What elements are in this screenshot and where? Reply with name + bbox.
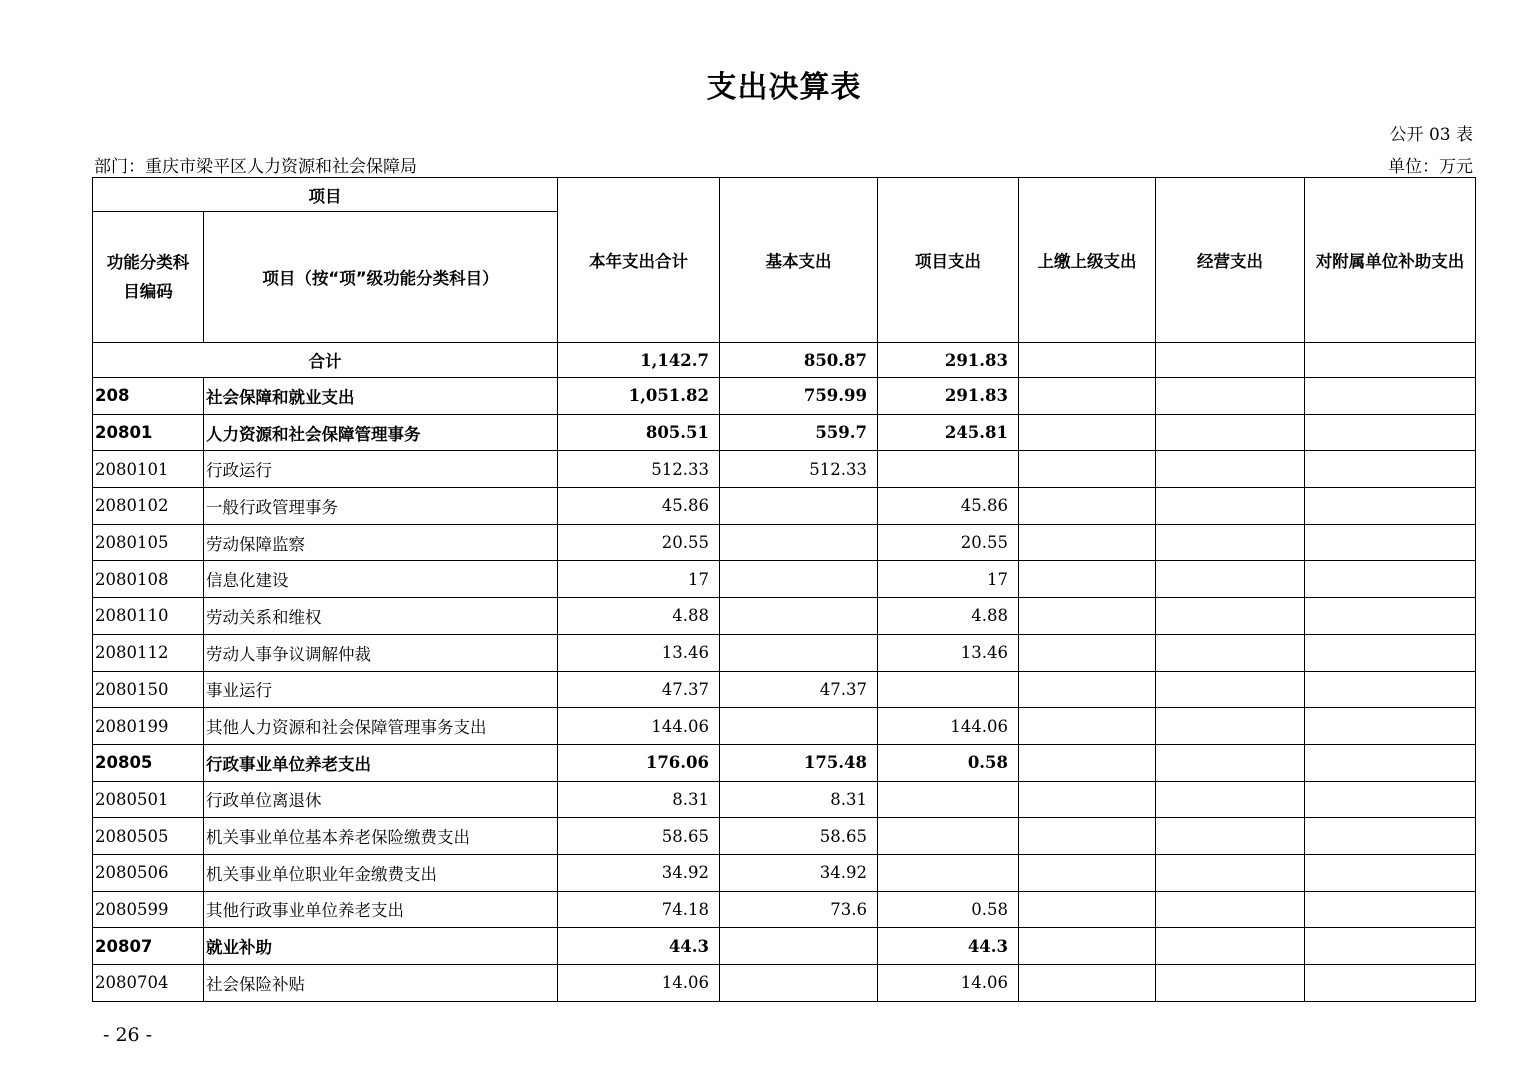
row-value: 759.99	[720, 378, 878, 415]
row-value	[1156, 708, 1305, 745]
row-value	[1305, 928, 1476, 965]
row-name: 社会保险补贴	[204, 965, 558, 1002]
row-name: 行政运行	[204, 451, 558, 488]
row-name: 行政事业单位养老支出	[204, 744, 558, 781]
header-code: 功能分类科目编码	[93, 212, 204, 343]
row-value	[1156, 671, 1305, 708]
row-code: 2080108	[93, 561, 204, 598]
row-value: 245.81	[878, 414, 1019, 451]
row-value: 4.88	[558, 598, 720, 635]
row-value: 14.06	[878, 965, 1019, 1002]
row-code: 2080110	[93, 598, 204, 635]
row-value: 44.3	[558, 928, 720, 965]
row-value	[1019, 414, 1156, 451]
row-value	[1019, 488, 1156, 525]
row-value	[1156, 634, 1305, 671]
row-value	[878, 781, 1019, 818]
row-value	[1019, 634, 1156, 671]
row-value	[1305, 634, 1476, 671]
row-value	[720, 598, 878, 635]
row-value	[720, 708, 878, 745]
row-value: 176.06	[558, 744, 720, 781]
row-value	[1156, 891, 1305, 928]
row-value: 13.46	[878, 634, 1019, 671]
row-value	[1305, 488, 1476, 525]
row-code: 2080112	[93, 634, 204, 671]
row-value	[1019, 891, 1156, 928]
department-label: 部门：重庆市梁平区人力资源和社会保障局	[94, 157, 417, 177]
row-name: 劳动关系和维权	[204, 598, 558, 635]
row-value: 144.06	[558, 708, 720, 745]
row-value	[1305, 451, 1476, 488]
row-value	[1156, 451, 1305, 488]
row-value	[1305, 965, 1476, 1002]
row-value	[1156, 488, 1305, 525]
row-code: 2080199	[93, 708, 204, 745]
row-value	[1305, 524, 1476, 561]
row-value	[1156, 414, 1305, 451]
row-value: 1,051.82	[558, 378, 720, 415]
total-row	[93, 343, 1476, 378]
total-value: 291.83	[878, 343, 1019, 378]
row-code: 2080102	[93, 488, 204, 525]
row-value	[1305, 378, 1476, 415]
row-value: 47.37	[720, 671, 878, 708]
table-row	[93, 524, 1476, 561]
total-value	[1156, 343, 1305, 378]
row-value	[1019, 671, 1156, 708]
header-col-total: 本年支出合计	[558, 178, 720, 343]
table-row	[93, 928, 1476, 965]
total-value: 850.87	[720, 343, 878, 378]
row-value: 47.37	[558, 671, 720, 708]
table-row	[93, 378, 1476, 415]
row-value	[878, 451, 1019, 488]
row-code: 2080501	[93, 781, 204, 818]
row-value	[1019, 928, 1156, 965]
row-name: 社会保障和就业支出	[204, 378, 558, 415]
row-name: 机关事业单位职业年金缴费支出	[204, 854, 558, 891]
row-value: 0.58	[878, 744, 1019, 781]
row-value: 8.31	[720, 781, 878, 818]
table-row	[93, 488, 1476, 525]
table-row	[93, 414, 1476, 451]
row-code: 208	[93, 378, 204, 415]
row-value: 8.31	[558, 781, 720, 818]
row-value	[1305, 854, 1476, 891]
table-row	[93, 744, 1476, 781]
row-value	[720, 488, 878, 525]
row-value	[1156, 781, 1305, 818]
table-tag: 公开 03 表	[1389, 125, 1473, 145]
row-code: 2080150	[93, 671, 204, 708]
row-value	[1019, 708, 1156, 745]
row-value	[878, 818, 1019, 855]
row-value	[720, 965, 878, 1002]
table-row	[93, 561, 1476, 598]
row-code: 2080506	[93, 854, 204, 891]
row-value	[1156, 744, 1305, 781]
row-value	[1156, 524, 1305, 561]
row-code: 20805	[93, 744, 204, 781]
row-value: 44.3	[878, 928, 1019, 965]
row-value	[1019, 561, 1156, 598]
row-value	[1305, 744, 1476, 781]
row-value	[1156, 928, 1305, 965]
row-value	[720, 561, 878, 598]
row-value: 805.51	[558, 414, 720, 451]
row-value: 73.6	[720, 891, 878, 928]
row-value: 45.86	[878, 488, 1019, 525]
row-value: 34.92	[720, 854, 878, 891]
row-value: 14.06	[558, 965, 720, 1002]
row-value	[1305, 818, 1476, 855]
row-value	[720, 928, 878, 965]
row-value: 512.33	[558, 451, 720, 488]
row-name: 劳动保障监察	[204, 524, 558, 561]
row-value	[1019, 598, 1156, 635]
row-value	[1156, 818, 1305, 855]
unit-label: 单位：万元	[1388, 157, 1473, 177]
header-project: 项目	[93, 178, 558, 212]
row-value: 20.55	[558, 524, 720, 561]
row-value: 13.46	[558, 634, 720, 671]
row-value: 291.83	[878, 378, 1019, 415]
row-value	[1305, 561, 1476, 598]
row-code: 2080505	[93, 818, 204, 855]
total-value	[1305, 343, 1476, 378]
row-value	[1305, 708, 1476, 745]
row-value: 58.65	[720, 818, 878, 855]
row-value	[1305, 414, 1476, 451]
row-value: 20.55	[878, 524, 1019, 561]
table-row	[93, 634, 1476, 671]
header-name: 项目（按“项”级功能分类科目）	[204, 212, 558, 343]
row-value	[1156, 561, 1305, 598]
table-row	[93, 965, 1476, 1002]
row-value: 144.06	[878, 708, 1019, 745]
row-value	[1019, 965, 1156, 1002]
row-value: 34.92	[558, 854, 720, 891]
header-col-upper: 上缴上级支出	[1019, 178, 1156, 343]
row-value: 17	[878, 561, 1019, 598]
row-value: 74.18	[558, 891, 720, 928]
row-value: 4.88	[878, 598, 1019, 635]
header-col-project: 项目支出	[878, 178, 1019, 343]
row-name: 其他行政事业单位养老支出	[204, 891, 558, 928]
header-col-business: 经营支出	[1156, 178, 1305, 343]
row-value: 45.86	[558, 488, 720, 525]
row-value: 58.65	[558, 818, 720, 855]
row-value	[1019, 378, 1156, 415]
row-value: 512.33	[720, 451, 878, 488]
row-value	[1305, 671, 1476, 708]
row-value	[1019, 854, 1156, 891]
row-value	[720, 634, 878, 671]
total-value: 1,142.7	[558, 343, 720, 378]
table-row	[93, 818, 1476, 855]
table-row	[93, 854, 1476, 891]
row-value	[878, 671, 1019, 708]
expenditure-table	[92, 177, 1476, 1002]
table-row	[93, 891, 1476, 928]
table-row	[93, 781, 1476, 818]
row-value: 559.7	[720, 414, 878, 451]
row-name: 劳动人事争议调解仲裁	[204, 634, 558, 671]
row-value	[720, 524, 878, 561]
row-code: 20807	[93, 928, 204, 965]
row-value	[1305, 891, 1476, 928]
table-row	[93, 708, 1476, 745]
row-value	[878, 854, 1019, 891]
row-value	[1156, 598, 1305, 635]
row-code: 2080704	[93, 965, 204, 1002]
row-name: 事业运行	[204, 671, 558, 708]
row-value	[1156, 854, 1305, 891]
row-name: 就业补助	[204, 928, 558, 965]
row-code: 2080599	[93, 891, 204, 928]
row-name: 行政单位离退休	[204, 781, 558, 818]
page-number: - 26 -	[103, 1024, 153, 1046]
table-row	[93, 598, 1476, 635]
row-code: 20801	[93, 414, 204, 451]
row-code: 2080105	[93, 524, 204, 561]
row-code: 2080101	[93, 451, 204, 488]
row-name: 机关事业单位基本养老保险缴费支出	[204, 818, 558, 855]
page-title: 支出决算表	[706, 70, 862, 105]
row-value	[1156, 965, 1305, 1002]
row-value	[1019, 524, 1156, 561]
total-value	[1019, 343, 1156, 378]
row-name: 一般行政管理事务	[204, 488, 558, 525]
header-col-subsidy: 对附属单位补助支出	[1305, 178, 1476, 343]
row-value: 17	[558, 561, 720, 598]
row-value	[1305, 781, 1476, 818]
table-row	[93, 451, 1476, 488]
table-row	[93, 671, 1476, 708]
row-value: 0.58	[878, 891, 1019, 928]
row-value	[1019, 781, 1156, 818]
row-value	[1019, 744, 1156, 781]
row-value	[1019, 818, 1156, 855]
row-name: 信息化建设	[204, 561, 558, 598]
total-label: 合计	[93, 343, 558, 378]
header-col-basic: 基本支出	[720, 178, 878, 343]
row-value	[1019, 451, 1156, 488]
row-value: 175.48	[720, 744, 878, 781]
row-value	[1305, 598, 1476, 635]
row-value	[1156, 378, 1305, 415]
row-name: 其他人力资源和社会保障管理事务支出	[204, 708, 558, 745]
row-name: 人力资源和社会保障管理事务	[204, 414, 558, 451]
